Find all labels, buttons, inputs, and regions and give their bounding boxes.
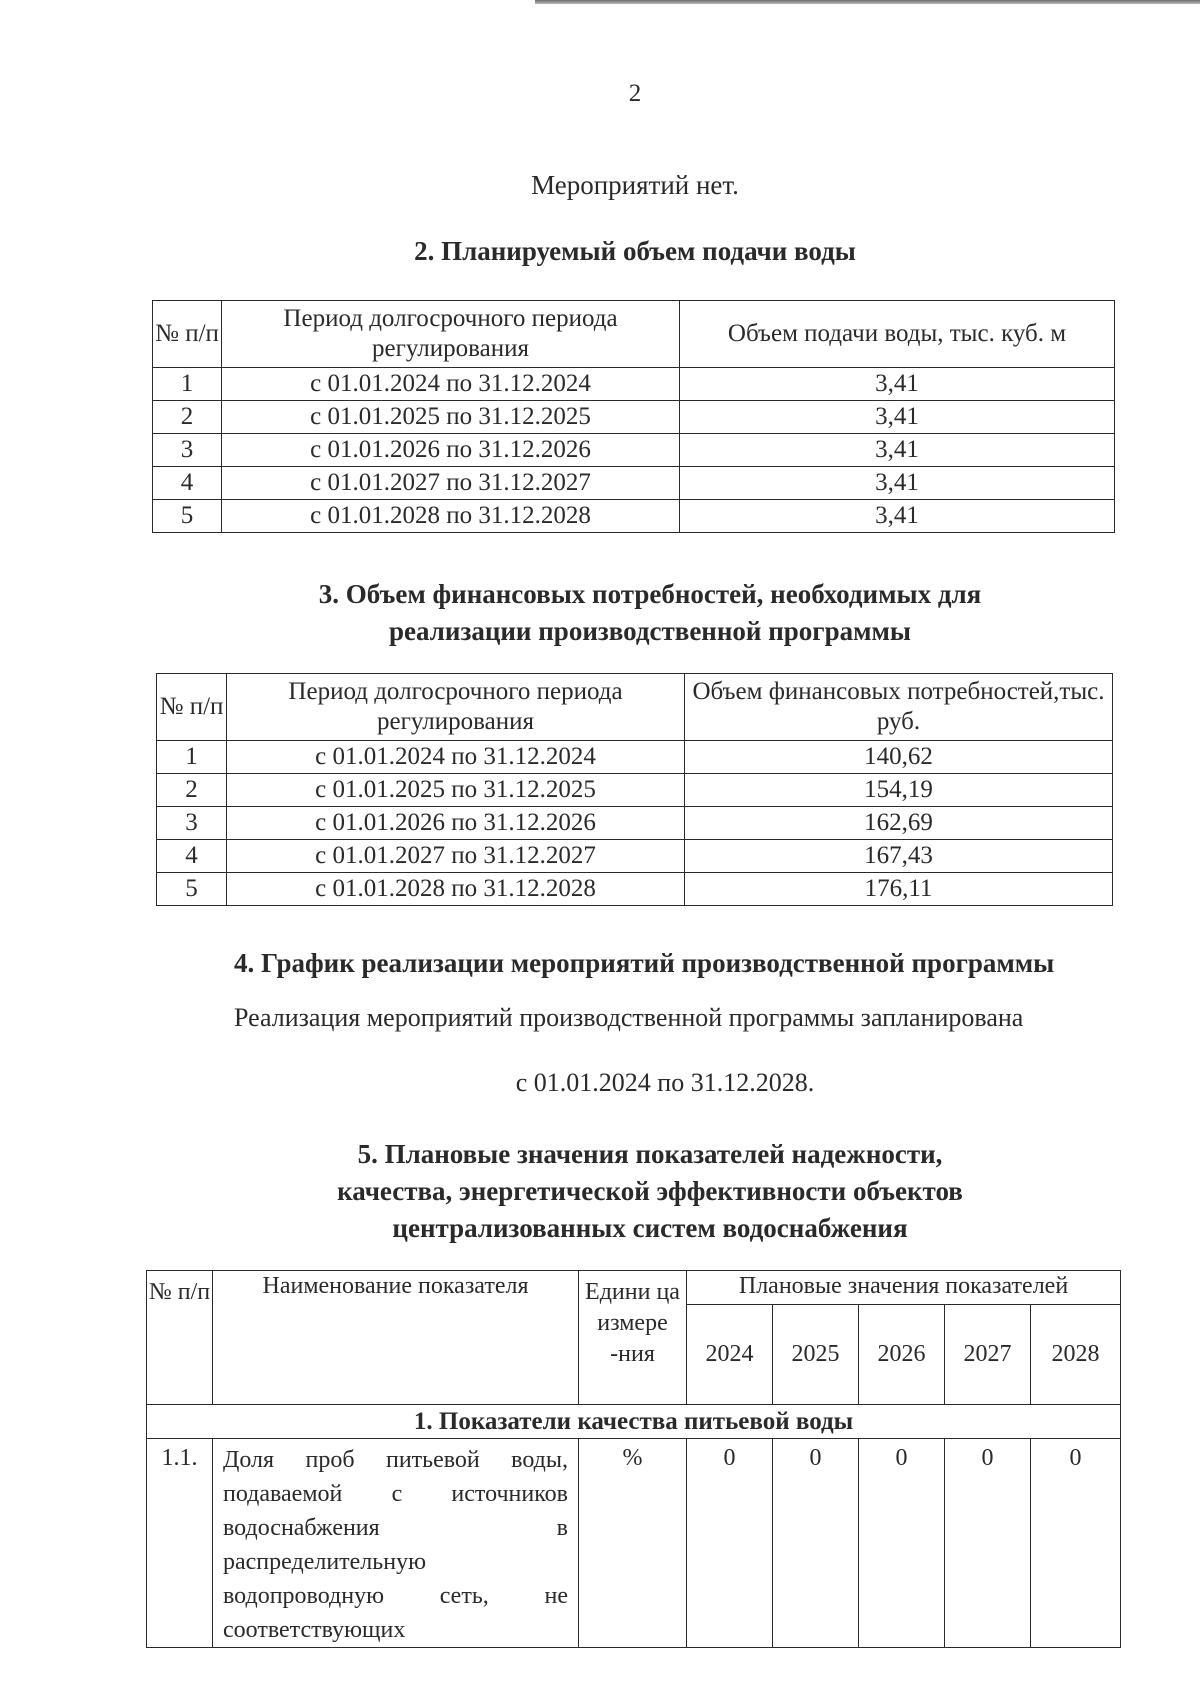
header-year: 2027: [945, 1305, 1031, 1405]
header-indicator-name: Наименование показателя: [213, 1271, 579, 1405]
page-number: 2: [628, 80, 642, 107]
row-num: 3: [153, 434, 222, 467]
header-unit: Едини ца измере -ния: [579, 1271, 687, 1405]
no-measures-note: Мероприятий нет.: [531, 170, 739, 200]
row-num: 4: [157, 840, 227, 873]
row-value: 0: [773, 1439, 859, 1648]
section5-title-line1: 5. Плановые значения показателей надежности,: [357, 1139, 943, 1169]
table-row: [157, 807, 1113, 840]
row-value: 167,43: [685, 840, 1113, 873]
table-row: [157, 741, 1113, 774]
row-num: 3: [157, 807, 227, 840]
section3-title-line2: реализации производственной программы: [389, 616, 911, 646]
row-period: с 01.01.2026 по 31.12.2026: [222, 434, 680, 467]
header-year: 2026: [859, 1305, 945, 1405]
header-period: Период долгосрочного периода регулирования: [222, 301, 680, 368]
row-value: 162,69: [685, 807, 1113, 840]
section4-text: Реализация мероприятий производственной программы запланирована: [234, 1003, 1024, 1032]
table-row: [157, 873, 1113, 906]
row-period: с 01.01.2024 по 31.12.2024: [222, 368, 680, 401]
row-value: 3,41: [680, 500, 1115, 533]
row-period: с 01.01.2025 по 31.12.2025: [222, 401, 680, 434]
row-num: 2: [157, 774, 227, 807]
row-value: 176,11: [685, 873, 1113, 906]
row-value: 0: [945, 1439, 1031, 1648]
section4-title: 4. График реализации мероприятий производственной программы: [234, 948, 1055, 978]
header-planned-values: Плановые значения показателей: [687, 1271, 1121, 1305]
row-num: 1: [153, 368, 222, 401]
header-num: № п/п: [153, 301, 222, 368]
group-title: 1. Показатели качества питьевой воды: [147, 1405, 1121, 1439]
section2-title: 2. Планируемый объем подачи воды: [414, 236, 856, 266]
row-value: 154,19: [685, 774, 1113, 807]
row-value: 0: [1031, 1439, 1121, 1648]
header-period: Период долгосрочного периода регулирования: [227, 674, 685, 741]
indicators-table: [146, 1270, 1121, 1648]
section5-title: [0, 1136, 1200, 1247]
header-year: 2024: [687, 1305, 773, 1405]
row-num: 4: [153, 467, 222, 500]
row-value: 3,41: [680, 467, 1115, 500]
row-value: 140,62: [685, 741, 1113, 774]
section5-title-line2: качества, энергетической эффективности объектов: [337, 1176, 963, 1206]
section5-title-line3: централизованных систем водоснабжения: [392, 1213, 908, 1243]
table-row: [153, 401, 1115, 434]
financial-needs-table: [156, 673, 1113, 906]
scan-edge: [535, 0, 1200, 4]
row-num: 1.1.: [147, 1439, 213, 1648]
row-value: 0: [859, 1439, 945, 1648]
row-indicator-name: Доля проб питьевой воды, подаваемой с источников водоснабжения в распределительную водопроводную сеть, не соответствующих: [213, 1439, 579, 1648]
row-period: с 01.01.2025 по 31.12.2025: [227, 774, 685, 807]
table-row: [157, 774, 1113, 807]
row-num: 5: [153, 500, 222, 533]
table-row: [153, 500, 1115, 533]
row-value: 3,41: [680, 401, 1115, 434]
row-period: с 01.01.2026 по 31.12.2026: [227, 807, 685, 840]
section3-title-line1: 3. Объем финансовых потребностей, необходимых для: [318, 579, 982, 609]
row-value: 3,41: [680, 368, 1115, 401]
section4-dates: с 01.01.2024 по 31.12.2028.: [515, 1068, 815, 1097]
row-period: с 01.01.2024 по 31.12.2024: [227, 741, 685, 774]
header-year: 2025: [773, 1305, 859, 1405]
table-row: [157, 840, 1113, 873]
row-period: с 01.01.2027 по 31.12.2027: [227, 840, 685, 873]
row-value: 0: [687, 1439, 773, 1648]
row-num: 5: [157, 873, 227, 906]
table-row: [147, 1439, 1121, 1648]
header-finance: Объем финансовых потребностей,тыс. руб.: [685, 674, 1113, 741]
table-row: [153, 434, 1115, 467]
section3-title: [0, 576, 1200, 650]
row-num: 1: [157, 741, 227, 774]
water-supply-table: [152, 300, 1115, 533]
header-num: № п/п: [157, 674, 227, 741]
row-period: с 01.01.2028 по 31.12.2028: [222, 500, 680, 533]
header-volume: Объем подачи воды, тыс. куб. м: [680, 301, 1115, 368]
row-unit: %: [579, 1439, 687, 1648]
table-row: [153, 467, 1115, 500]
header-num: № п/п: [147, 1271, 213, 1405]
header-year: 2028: [1031, 1305, 1121, 1405]
row-num: 2: [153, 401, 222, 434]
row-period: с 01.01.2027 по 31.12.2027: [222, 467, 680, 500]
row-period: с 01.01.2028 по 31.12.2028: [227, 873, 685, 906]
table-row: [153, 368, 1115, 401]
row-value: 3,41: [680, 434, 1115, 467]
